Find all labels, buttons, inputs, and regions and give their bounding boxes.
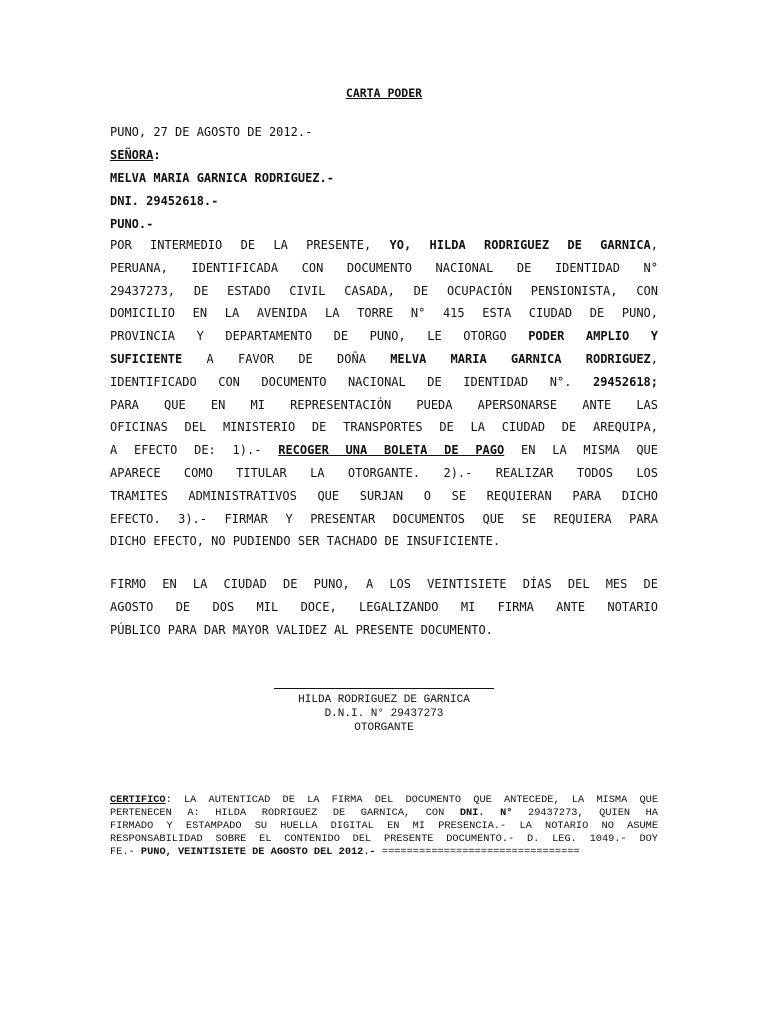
certification-line: RESPONSABILIDAD SOBRE EL CONTENIDO DEL PRESENTE DOCUMENTO.- D. LEG. 1049.- DOY [110, 833, 658, 845]
signer-role: OTORGANTE [354, 722, 414, 734]
signer-dni: D.N.I. N° 29437273 [324, 708, 444, 720]
certification-line: FE.- PUNO, VEINTISIETE DE AGOSTO DEL 2012.- ================================ [110, 846, 580, 858]
text-line: AGOSTO DE DOS MIL DOCE, LEGALIZANDO MI FIRMA ANTE NOTARIO [110, 599, 658, 614]
text-line: PARA QUE EN MI REPRESENTACIÓN PUEDA APERSONARSE ANTE LAS [110, 397, 658, 412]
text-line: DICHO EFECTO, NO PUDIENDO SER TACHADO DE INSUFICIENTE. [110, 534, 501, 549]
text-line: FIRMO EN LA CIUDAD DE PUNO, A LOS VEINTISIETE DÍAS DEL MES DE [110, 577, 658, 591]
text-line: APARECE COMO TITULAR LA OTORGANTE. 2).- REALIZAR TODOS LOS [110, 465, 658, 480]
text-line: 29437273, DE ESTADO CIVIL CASADA, DE OCUPACIÓN PENSIONISTA, CON [110, 283, 658, 298]
signature-block [0, 688, 768, 735]
text-line: IDENTIFICADO CON DOCUMENTO NACIONAL DE IDENTIDAD N°. 29452618; [110, 374, 658, 389]
text-line: POR INTERMEDIO DE LA PRESENTE, YO, HILDA RODRIGUEZ DE GARNICA, [110, 238, 658, 252]
certification-line: PERTENECEN A: HILDA RODRIGUEZ DE GARNICA, CON DNI. N° 29437273, QUIEN HA [110, 807, 658, 819]
document-header [110, 121, 658, 236]
document-title: CARTA PODER [345, 86, 423, 100]
text-line: PERUANA, IDENTIFICADA CON DOCUMENTO NACIONAL DE IDENTIDAD N° [110, 260, 658, 275]
certification-line: CERTIFICO: LA AUTENTICAD DE LA FIRMA DEL DOCUMENTO QUE ANTECEDE, LA MISMA QUE [110, 794, 658, 806]
text-line: EFECTO. 3).- FIRMAR Y PRESENTAR DOCUMENTOS QUE SE REQUIERA PARA [110, 511, 658, 526]
certification-line: FIRMADO Y ESTAMPADO SU HUELLA DIGITAL EN MI PRESENCIA.- LA NOTARIO NO ASUME [110, 820, 658, 832]
body-paragraph-2 [110, 573, 658, 641]
date-line: PUNO, 27 DE AGOSTO DE 2012.- [110, 125, 313, 139]
text-line: TRAMITES ADMINISTRATIVOS QUE SURJAN O SE REQUIERAN PARA DICHO [110, 488, 658, 503]
notary-certification [110, 794, 658, 859]
text-line: SUFICIENTE A FAVOR DE DOÑA MELVA MARIA GARNICA RODRIGUEZ, [110, 351, 658, 366]
addressee-name: MELVA MARIA GARNICA RODRIGUEZ.- [110, 171, 334, 185]
text-line: A EFECTO DE: 1).- RECOGER UNA BOLETA DE PAGO EN LA MISMA QUE [110, 443, 658, 458]
salutation-colon: : [153, 148, 161, 162]
signature-line [274, 688, 494, 689]
salutation-line [110, 144, 658, 167]
addressee-city: PUNO.- [110, 217, 154, 231]
text-line: OFICINAS DEL MINISTERIO DE TRANSPORTES DE LA CIUDAD DE AREQUIPA, [110, 420, 658, 435]
text-line: PROVINCIA Y DEPARTAMENTO DE PUNO, LE OTORGO PODER AMPLIO Y [110, 329, 658, 344]
text-line: DOMICILIO EN LA AVENIDA LA TORRE N° 415 ESTA CIUDAD DE PUNO, [110, 306, 658, 321]
addressee-dni: DNI. 29452618.- [110, 194, 219, 208]
body-paragraph-1 [110, 234, 658, 553]
text-line: PÚBLICO PARA DAR MAYOR VALIDEZ AL PRESENTE DOCUMENTO. [110, 622, 493, 637]
salutation: SEÑORA [110, 148, 154, 162]
signer-name: HILDA RODRIGUEZ DE GARNICA [298, 694, 470, 706]
